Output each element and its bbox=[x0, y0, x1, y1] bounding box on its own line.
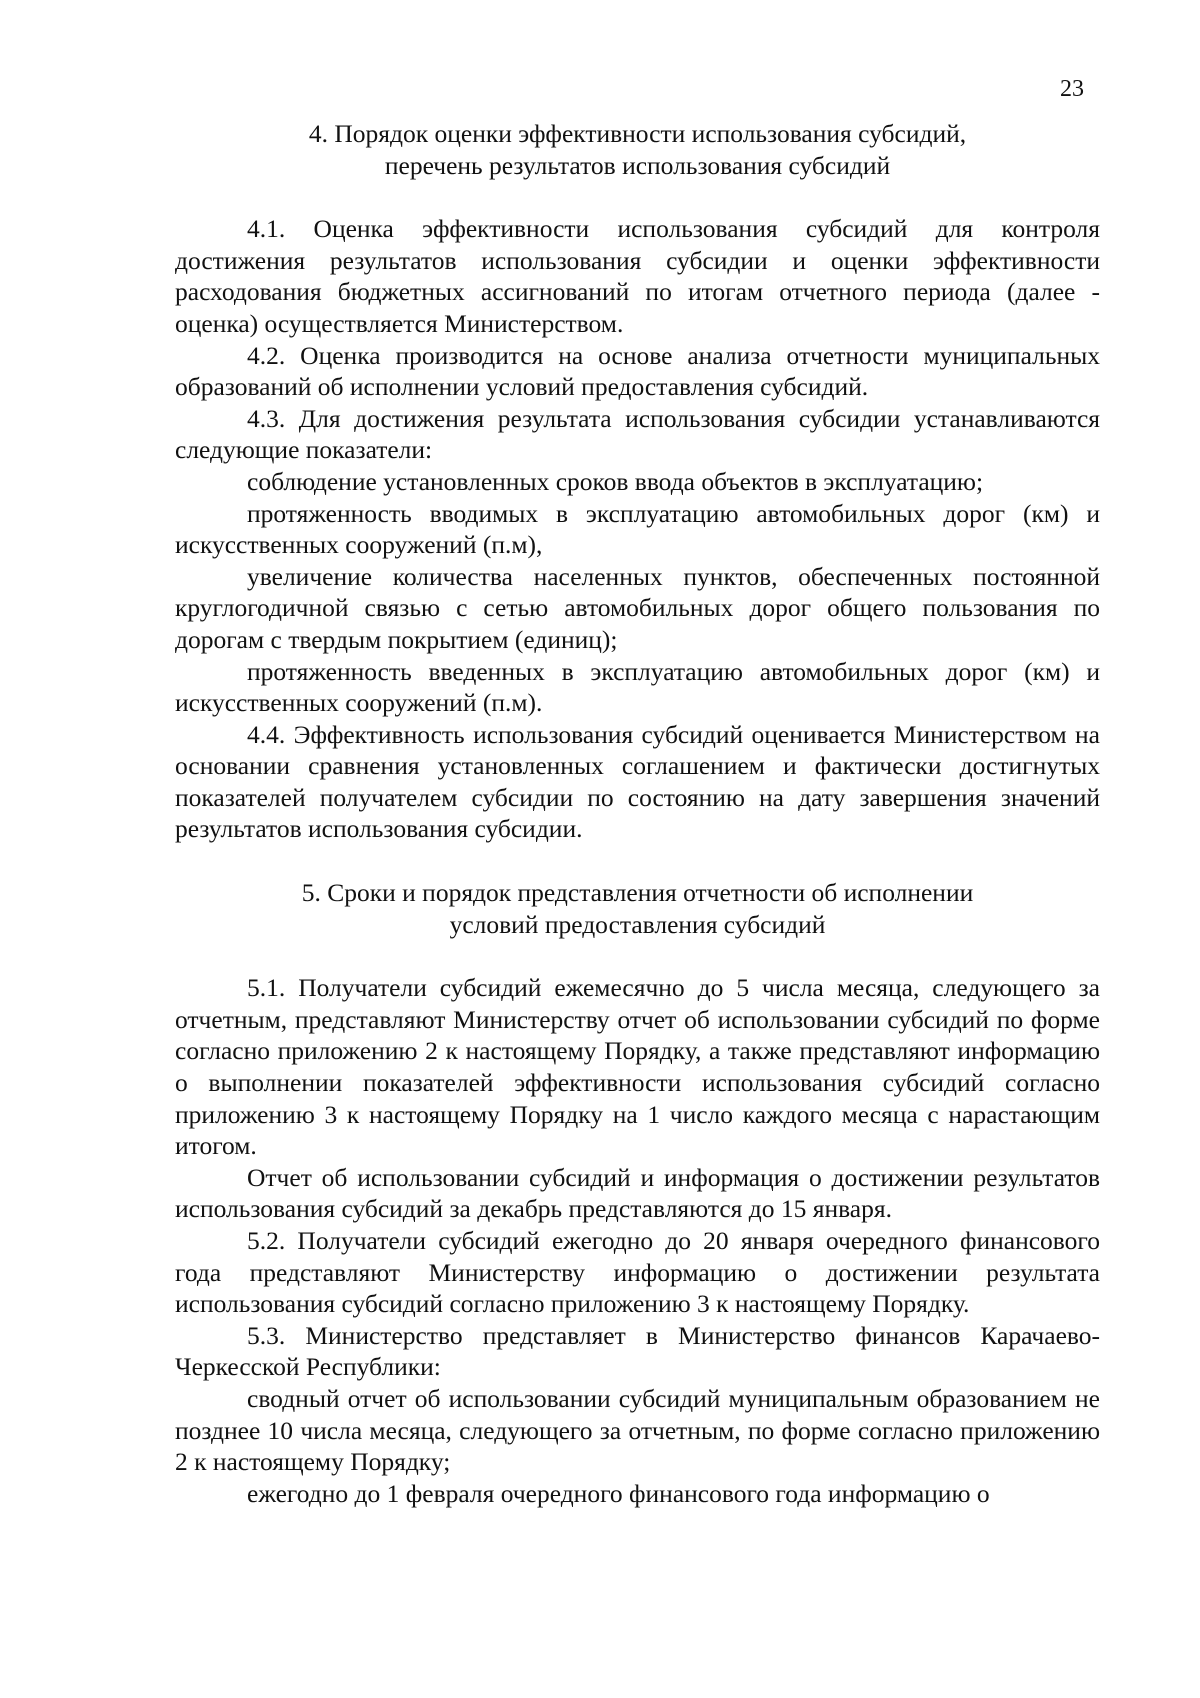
paragraph-4-4: 4.4. Эффективность использования субсидий оценивается Министерством на основании сравнения установленных соглашением и фактически достигнутых показателей получателем субсидии по состоянию на дату завершения значений результатов использования субсидии. bbox=[175, 719, 1100, 844]
page-number: 23 bbox=[1060, 76, 1084, 102]
section-5-heading-line-1: 5. Сроки и порядок представления отчетности об исполнении bbox=[301, 878, 974, 908]
report-item: сводный отчет об использовании субсидий муниципальным образованием не позднее 10 числа месяца, следующего за отчетным, по форме согласно приложению 2 к настоящему Порядку; bbox=[175, 1383, 1100, 1477]
paragraph-4-3: 4.3. Для достижения результата использования субсидии устанавливаются следующие показатели: bbox=[175, 403, 1100, 465]
section-4-heading bbox=[175, 118, 1100, 181]
indicator-item: увеличение количества населенных пунктов, обеспеченных постоянной круглогодичной связью с сетью автомобильных дорог общего пользования по дорогам с твердым покрытием (единиц); bbox=[175, 561, 1100, 654]
paragraph-5-1-december: Отчет об использовании субсидий и информация о достижении результатов использования субсидий за декабрь представляются до 15 января. bbox=[175, 1162, 1100, 1224]
section-4-heading-line-1: 4. Порядок оценки эффективности использования субсидий, bbox=[308, 119, 967, 148]
indicator-item: протяженность введенных в эксплуатацию автомобильных дорог (км) и искусственных сооружений (п.м). bbox=[175, 656, 1100, 718]
report-item: ежегодно до 1 февраля очередного финансового года информацию о bbox=[247, 1478, 990, 1508]
paragraph-4-1: 4.1. Оценка эффективности использования субсидий для контроля достижения результатов использования субсидии и оценки эффективности расходования бюджетных ассигнований по итогам отчетного периода (далее - оценка) осуществляется Министерством. bbox=[175, 214, 1100, 338]
section-4-heading-line-2: перечень результатов использования субсидий bbox=[384, 150, 891, 180]
document-body bbox=[175, 118, 1100, 1509]
paragraph-5-3: 5.3. Министерство представляет в Министерство финансов Карачаево-Черкесской Республики: bbox=[175, 1320, 1100, 1382]
section-5-heading-line-2: условий предоставления субсидий bbox=[449, 909, 826, 939]
section-5-heading bbox=[175, 877, 1100, 940]
indicator-item: протяженность вводимых в эксплуатацию автомобильных дорог (км) и искусственных сооружений (п.м), bbox=[175, 498, 1100, 560]
paragraph-5-2: 5.2. Получатели субсидий ежегодно до 20 января очередного финансового года представляют Министерству информацию о достижении результата использования субсидий согласно приложению 3 к настоящему Порядку. bbox=[175, 1226, 1100, 1319]
indicator-item: соблюдение установленных сроков ввода объектов в эксплуатацию; bbox=[247, 466, 984, 496]
paragraph-4-2: 4.2. Оценка производится на основе анализа отчетности муниципальных образований об исполнении условий предоставления субсидий. bbox=[175, 340, 1100, 402]
paragraph-5-1: 5.1. Получатели субсидий ежемесячно до 5 числа месяца, следующего за отчетным, представляют Министерству отчет об использовании субсидий по форме согласно приложению 2 к настоящему Порядку, а также представляют информацию о выполнении показателей эффективности использования субсидий согласно приложению 3 к настоящему Порядку на 1 число каждого месяца с нарастающим итогом. bbox=[175, 973, 1100, 1161]
